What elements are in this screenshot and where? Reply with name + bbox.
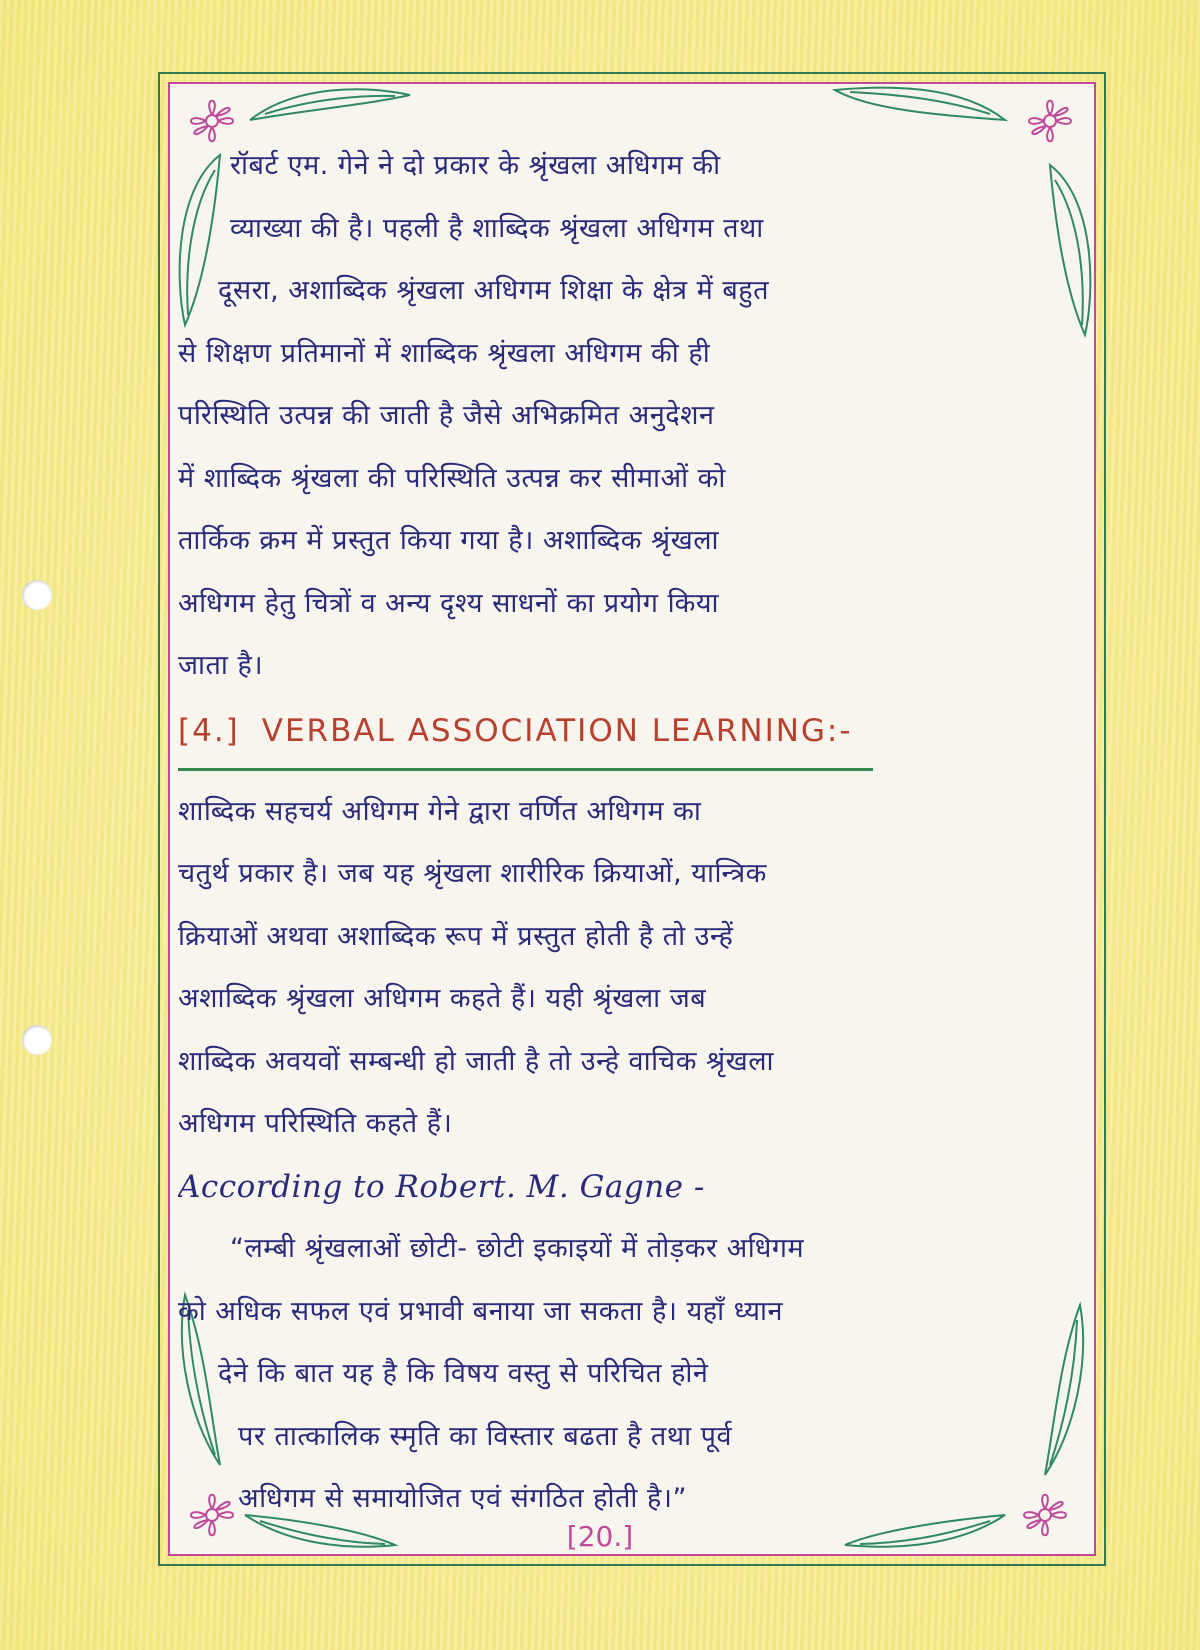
according-to-line: According to Robert. M. Gagne -: [178, 1168, 705, 1205]
page-text: [178, 135, 1083, 1531]
paragraph-verbal-association: [178, 781, 1083, 1156]
text-line: अधिगम हेतु चित्रों व अन्य दृश्य साधनों का प्रयोग किया: [178, 587, 719, 619]
text-line: अशाब्दिक श्रृंखला अधिगम कहते हैं। यही श्रृंखला जब: [178, 983, 707, 1014]
punch-hole-upper: [22, 580, 52, 610]
section-title: VERBAL ASSOCIATION LEARNING:-: [261, 712, 853, 749]
text-line: तार्किक क्रम में प्रस्तुत किया गया है। अशाब्दिक श्रृंखला: [178, 525, 720, 556]
text-line: अधिगम परिस्थिति कहते हैं।: [178, 1108, 453, 1139]
quote-line: “लम्बी श्रृंखलाओं छोटी- छोटी इकाइयों में तोड़कर अधिगम: [230, 1233, 805, 1264]
text-line: दूसरा, अशाब्दिक श्रृंखला अधिगम शिक्षा के क्षेत्र में बहुत: [218, 275, 769, 306]
quote-line: अधिगम से समायोजित एवं संगठित होती है।”: [238, 1483, 688, 1514]
text-line: शाब्दिक अवयवों सम्बन्धी हो जाती है तो उन्हे वाचिक श्रृंखला: [178, 1045, 775, 1077]
text-line: परिस्थिति उत्पन्न की जाती है जैसे अभिक्रमित अनुदेशन: [178, 400, 715, 431]
section-heading: [178, 698, 873, 771]
paragraph-chain-learning: [178, 135, 1083, 698]
quote-line: को अधिक सफल एवं प्रभावी बनाया जा सकता है। यहाँ ध्यान: [178, 1295, 783, 1327]
gagne-quote: [178, 1218, 1083, 1531]
page-number: [20.]: [566, 1520, 634, 1553]
quote-line: पर तात्कालिक स्मृति का विस्तार बढता है तथा पूर्व: [238, 1420, 732, 1452]
text-line: में शाब्दिक श्रृंखला की परिस्थिति उत्पन्न कर सीमाओं को: [178, 462, 726, 494]
section-number: [4.]: [178, 712, 240, 749]
text-line: चतुर्थ प्रकार है। जब यह श्रृंखला शारीरिक क्रियाओं, यान्त्रिक: [178, 858, 767, 889]
text-line: क्रियाओं अथवा अशाब्दिक रूप में प्रस्तुत होती है तो उन्हें: [178, 920, 734, 952]
punch-hole-lower: [22, 1025, 52, 1055]
text-line: शाब्दिक सहचर्य अधिगम गेने द्वारा वर्णित अधिगम का: [178, 795, 702, 827]
text-line: जाता है।: [178, 650, 264, 681]
quote-line: देने कि बात यह है कि विषय वस्तु से परिचित होने: [218, 1358, 709, 1389]
text-line: व्याख्या की है। पहली है शाब्दिक श्रृंखला अधिगम तथा: [230, 212, 764, 244]
text-line: रॉबर्ट एम. गेने ने दो प्रकार के श्रृंखला अधिगम की: [230, 150, 721, 181]
text-line: से शिक्षण प्रतिमानों में शाब्दिक श्रृंखला अधिगम की ही: [178, 337, 711, 369]
